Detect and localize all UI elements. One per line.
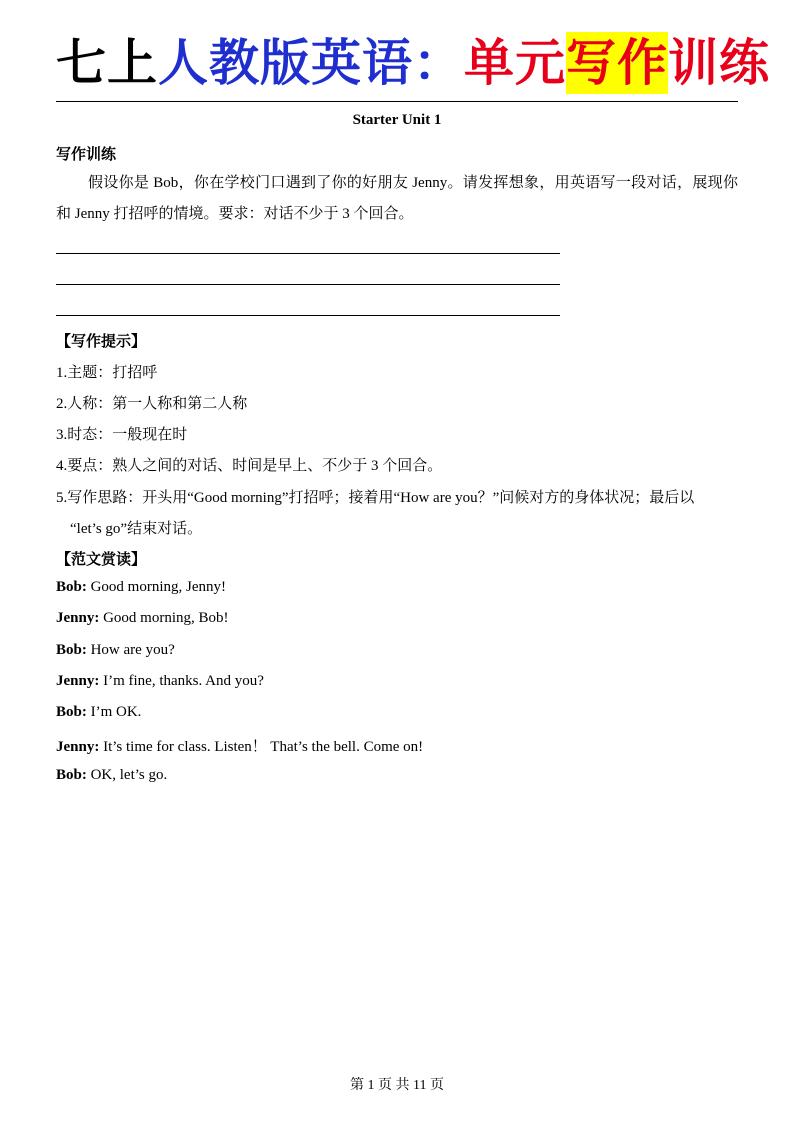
dialogue-line: [56, 642, 175, 659]
banner-edition: 人教版英语：: [158, 34, 464, 92]
answer-line-3[interactable]: [56, 315, 560, 316]
banner-training: 训练: [668, 34, 770, 92]
banner-unit: 单元: [464, 34, 566, 92]
answer-line-2[interactable]: [56, 284, 560, 285]
hint-item-1: 1.主题：打招呼: [56, 365, 158, 381]
dialogue-line: [56, 735, 423, 756]
writing-prompt: 假设你是 Bob，你在学校门口遇到了你的好朋友 Jenny。请发挥想象，用英语写一段对话，展现你和 Jenny 打招呼的情境。要求：对话不少于 3 个回合。: [56, 175, 738, 222]
speaker-label: Bob:: [56, 642, 87, 658]
document-banner: [56, 32, 770, 94]
sample-heading: 【范文赏读】: [56, 552, 147, 568]
dialogue-text: OK, let’s go.: [86, 767, 168, 783]
hints-heading: 【写作提示】: [56, 334, 147, 350]
dialogue-text: Good morning, Bob!: [99, 610, 229, 626]
hint-item-5-continuation: “let’s go”结束对话。: [70, 521, 203, 537]
dialogue-text: I’m fine, thanks. And you?: [99, 673, 264, 689]
dialogue-text: It’s time for class. Listen！ That’s the bell. Come on!: [99, 739, 424, 755]
dialogue-text: I’m OK.: [86, 704, 142, 720]
dialogue-text: Good morning, Jenny!: [86, 579, 226, 595]
dialogue-line: [56, 610, 229, 627]
speaker-label: Jenny:: [56, 673, 100, 689]
banner-grade: 七上: [56, 34, 158, 92]
dialogue-text: How are you?: [86, 642, 175, 658]
speaker-label: Bob:: [56, 704, 87, 720]
page-footer: 第 1 页 共 11 页: [350, 1078, 444, 1093]
writing-section-heading: 写作训练: [56, 147, 117, 163]
unit-title: Starter Unit 1: [352, 112, 442, 128]
banner-writing-highlight: 写作: [566, 34, 668, 92]
speaker-label: Jenny:: [56, 739, 100, 755]
dialogue-line: [56, 767, 167, 784]
dialogue-line: [56, 704, 141, 721]
dialogue-line: [56, 673, 264, 690]
hint-item-3: 3.时态：一般现在时: [56, 427, 188, 443]
header-divider: [56, 101, 738, 102]
speaker-label: Bob:: [56, 579, 87, 595]
speaker-label: Jenny:: [56, 610, 100, 626]
hint-item-5: 5.写作思路：开头用“Good morning”打招呼；接着用“How are you？”问候对方的身体状况；最后以: [56, 490, 695, 506]
speaker-label: Bob:: [56, 767, 87, 783]
dialogue-line: [56, 579, 226, 596]
hint-item-4: 4.要点：熟人之间的对话、时间是早上、不少于 3 个回合。: [56, 458, 443, 474]
answer-line-1[interactable]: [56, 253, 560, 254]
hint-item-2: 2.人称：第一人称和第二人称: [56, 396, 248, 412]
